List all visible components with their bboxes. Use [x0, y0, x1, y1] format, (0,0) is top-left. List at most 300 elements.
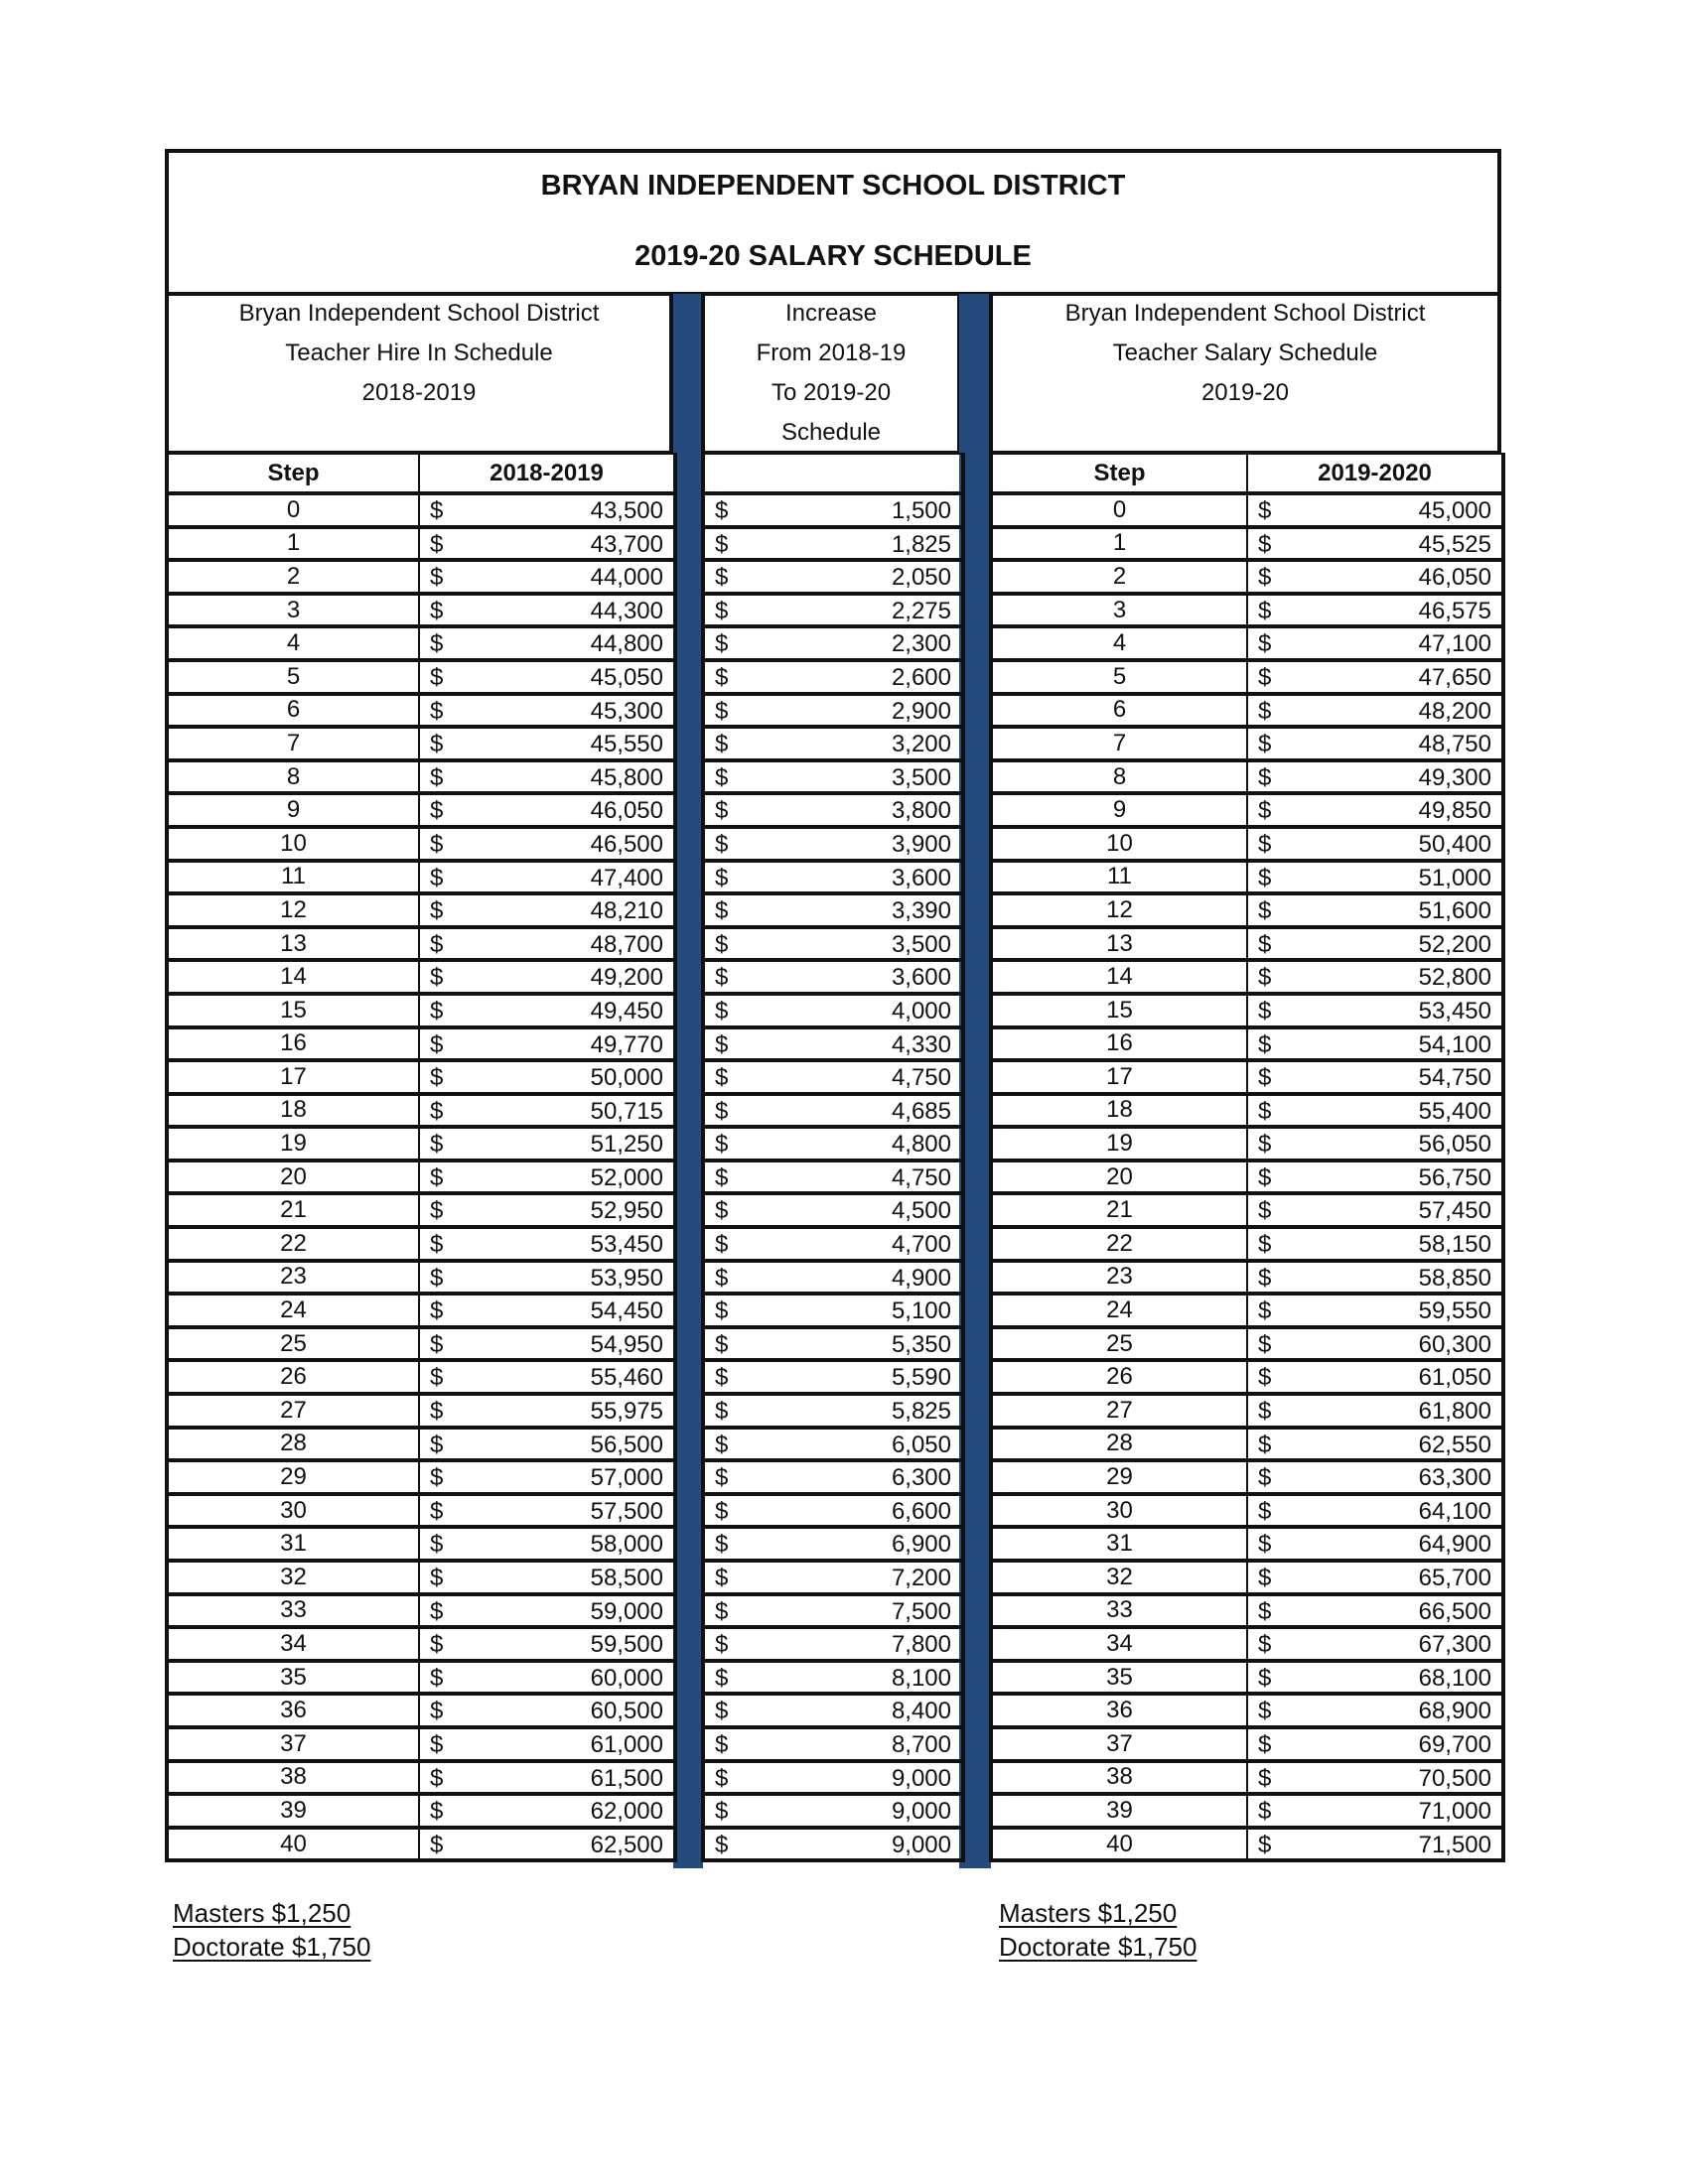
increase-cell [703, 1294, 963, 1327]
currency-symbol: $ [1258, 997, 1272, 1024]
amount: 4,750 [891, 1064, 951, 1092]
salary-2018-cell [419, 1494, 675, 1528]
column-header-step: Step [167, 454, 419, 493]
step-cell: 37 [167, 1727, 419, 1761]
step-cell: 36 [991, 1694, 1247, 1727]
table-row [703, 493, 963, 527]
amount: 58,150 [1418, 1231, 1491, 1259]
footnotes-right [999, 1896, 1196, 1964]
table-row [991, 1428, 1503, 1461]
table-row [167, 793, 675, 827]
salary-2018-cell [419, 994, 675, 1027]
table-row [991, 527, 1503, 561]
table-row [167, 493, 675, 527]
currency-symbol: $ [430, 897, 444, 925]
salary-2019-cell [1247, 927, 1503, 961]
amount: 71,000 [1418, 1798, 1491, 1826]
amount: 3,800 [891, 797, 951, 825]
currency-symbol: $ [430, 1264, 444, 1292]
table-row [167, 1727, 675, 1761]
amount: 68,900 [1418, 1698, 1491, 1725]
step-cell: 3 [991, 594, 1247, 627]
table-row [703, 660, 963, 694]
step-cell: 1 [167, 527, 419, 561]
salary-2019-cell [1247, 1627, 1503, 1661]
currency-symbol: $ [430, 564, 444, 592]
salary-2018-cell [419, 1594, 675, 1628]
currency-symbol: $ [1258, 1597, 1272, 1625]
salary-2018-cell [419, 760, 675, 794]
amount: 50,400 [1418, 830, 1491, 858]
currency-symbol: $ [430, 1631, 444, 1659]
right-heading-line: Teacher Salary Schedule [1112, 340, 1378, 366]
table-row [703, 960, 963, 994]
table-row [167, 927, 675, 961]
salary-2019-cell [1247, 493, 1503, 527]
amount: 55,975 [590, 1398, 663, 1426]
currency-symbol: $ [715, 1565, 729, 1591]
step-cell: 29 [167, 1460, 419, 1494]
increase-cell [703, 994, 963, 1027]
amount: 47,100 [1418, 630, 1491, 658]
amount: 61,050 [1418, 1364, 1491, 1392]
blue-divider-left [673, 294, 703, 1868]
column-header-increase [703, 454, 963, 493]
currency-symbol: $ [715, 497, 729, 524]
table-row [703, 1160, 963, 1194]
amount: 2,600 [891, 663, 951, 691]
table-row [991, 1127, 1503, 1160]
column-header-2018-2019: 2018-2019 [419, 454, 675, 493]
currency-symbol: $ [430, 1297, 444, 1325]
amount: 64,900 [1418, 1531, 1491, 1559]
amount: 3,500 [891, 763, 951, 791]
table-row [991, 1761, 1503, 1795]
amount: 50,715 [590, 1097, 663, 1125]
table-row [703, 1627, 963, 1661]
salary-2018-cell [419, 1727, 675, 1761]
table-row [991, 1460, 1503, 1494]
step-cell: 4 [991, 626, 1247, 660]
table-row [703, 560, 963, 594]
table-row [991, 793, 1503, 827]
amount: 43,700 [590, 530, 663, 558]
table-row [991, 1694, 1503, 1727]
table-row [991, 1828, 1503, 1861]
currency-symbol: $ [1258, 497, 1272, 524]
increase-cell [703, 1094, 963, 1128]
increase-cell [703, 1494, 963, 1528]
step-cell: 7 [991, 727, 1247, 760]
step-cell: 20 [991, 1160, 1247, 1194]
step-cell: 14 [167, 960, 419, 994]
amount: 4,800 [891, 1131, 951, 1159]
currency-symbol: $ [715, 1631, 729, 1659]
salary-2019-cell [1247, 1761, 1503, 1795]
currency-symbol: $ [1258, 530, 1272, 558]
currency-symbol: $ [715, 1531, 729, 1559]
currency-symbol: $ [430, 1030, 444, 1058]
amount: 60,300 [1418, 1330, 1491, 1358]
table-row [703, 861, 963, 894]
currency-symbol: $ [1258, 1664, 1272, 1692]
currency-symbol: $ [715, 930, 729, 958]
table-row [703, 1261, 963, 1295]
schedule-title: 2019-20 SALARY SCHEDULE [634, 240, 1032, 272]
step-cell: 12 [167, 893, 419, 927]
salary-2019-cell [1247, 960, 1503, 994]
currency-symbol: $ [430, 1531, 444, 1559]
salary-2018-cell [419, 527, 675, 561]
currency-symbol: $ [1258, 964, 1272, 992]
currency-symbol: $ [715, 1231, 729, 1259]
amount: 49,850 [1418, 797, 1491, 825]
currency-symbol: $ [715, 964, 729, 992]
amount: 7,500 [891, 1597, 951, 1625]
salary-2018-cell [419, 1027, 675, 1061]
step-cell: 17 [167, 1060, 419, 1094]
increase-cell [703, 1594, 963, 1628]
table-row [167, 1794, 675, 1828]
step-cell: 34 [991, 1627, 1247, 1661]
amount: 58,850 [1418, 1264, 1491, 1292]
table-row [167, 1227, 675, 1261]
step-cell: 32 [991, 1561, 1247, 1594]
increase-cell [703, 1561, 963, 1594]
table-row [167, 994, 675, 1027]
step-cell: 11 [167, 861, 419, 894]
amount: 46,500 [590, 830, 663, 858]
amount: 58,000 [590, 1531, 663, 1559]
step-cell: 35 [991, 1661, 1247, 1695]
increase-cell [703, 1761, 963, 1795]
table-row [991, 1261, 1503, 1295]
table-row [703, 1527, 963, 1561]
currency-symbol: $ [1258, 1097, 1272, 1125]
table-row [703, 893, 963, 927]
step-cell: 7 [167, 727, 419, 760]
currency-symbol: $ [1258, 1264, 1272, 1292]
amount: 57,500 [590, 1497, 663, 1525]
left-section-heading [165, 294, 673, 455]
amount: 49,450 [590, 997, 663, 1024]
table-row [703, 1060, 963, 1094]
table-row [991, 1794, 1503, 1828]
amount: 6,600 [891, 1497, 951, 1525]
amount: 52,950 [590, 1197, 663, 1225]
increase-cell [703, 694, 963, 728]
table-row [703, 1694, 963, 1727]
currency-symbol: $ [430, 1131, 444, 1159]
amount: 4,750 [891, 1163, 951, 1191]
currency-symbol: $ [430, 797, 444, 825]
step-cell: 40 [167, 1828, 419, 1861]
table-row [703, 1561, 963, 1594]
salary-2019-cell [1247, 1394, 1503, 1428]
doctorate-stipend-note: Doctorate $1,750 [173, 1932, 371, 1962]
currency-symbol: $ [430, 597, 444, 624]
salary-2018-cell [419, 1127, 675, 1160]
table-row [167, 1060, 675, 1094]
amount: 54,450 [590, 1297, 663, 1325]
currency-symbol: $ [430, 497, 444, 524]
currency-symbol: $ [430, 1497, 444, 1525]
step-cell: 19 [167, 1127, 419, 1160]
table-row [703, 626, 963, 660]
amount: 3,390 [891, 897, 951, 925]
salary-2019-cell [1247, 1327, 1503, 1361]
currency-symbol: $ [1258, 797, 1272, 825]
amount: 61,500 [590, 1764, 663, 1792]
amount: 62,000 [590, 1798, 663, 1826]
amount: 2,900 [891, 697, 951, 725]
currency-symbol: $ [1258, 830, 1272, 858]
currency-symbol: $ [715, 1064, 729, 1092]
amount: 5,100 [891, 1297, 951, 1325]
salary-2019-cell [1247, 660, 1503, 694]
step-cell: 12 [991, 893, 1247, 927]
increase-cell [703, 827, 963, 861]
currency-symbol: $ [430, 864, 444, 891]
table-row [703, 1494, 963, 1528]
step-cell: 33 [991, 1594, 1247, 1628]
table-row [991, 493, 1503, 527]
currency-symbol: $ [1258, 930, 1272, 958]
right-heading-line: Bryan Independent School District [1064, 300, 1426, 327]
salary-2019-cell [1247, 1193, 1503, 1227]
step-cell: 26 [991, 1360, 1247, 1394]
increase-cell [703, 660, 963, 694]
footnotes-left [173, 1896, 370, 1964]
currency-symbol: $ [715, 1798, 729, 1826]
amount: 48,210 [590, 897, 663, 925]
table-row [167, 1661, 675, 1695]
amount: 4,700 [891, 1231, 951, 1259]
step-cell: 39 [991, 1794, 1247, 1828]
amount: 64,100 [1418, 1497, 1491, 1525]
table-row [991, 1661, 1503, 1695]
step-cell: 14 [991, 960, 1247, 994]
amount: 2,275 [891, 597, 951, 624]
amount: 5,825 [891, 1398, 951, 1426]
salary-2018-cell [419, 1327, 675, 1361]
salary-2018-cell [419, 727, 675, 760]
salary-2018-cell [419, 1394, 675, 1428]
salary-2019-cell [1247, 1661, 1503, 1695]
step-cell: 22 [991, 1227, 1247, 1261]
amount: 54,750 [1418, 1064, 1491, 1092]
salary-2019-cell [1247, 1060, 1503, 1094]
salary-2019-cell [1247, 1594, 1503, 1628]
table-row [167, 1460, 675, 1494]
step-cell: 1 [991, 527, 1247, 561]
step-cell: 24 [991, 1294, 1247, 1327]
amount: 63,300 [1418, 1464, 1491, 1492]
currency-symbol: $ [1258, 1398, 1272, 1426]
amount: 9,000 [891, 1831, 951, 1858]
step-cell: 33 [167, 1594, 419, 1628]
step-cell: 8 [991, 760, 1247, 794]
amount: 1,500 [891, 497, 951, 524]
table-row [167, 560, 675, 594]
right-heading-line: 2019-20 [1200, 379, 1290, 406]
step-cell: 18 [991, 1094, 1247, 1128]
currency-symbol: $ [1258, 1531, 1272, 1559]
table-row [167, 1561, 675, 1594]
amount: 71,500 [1418, 1831, 1491, 1858]
currency-symbol: $ [430, 1565, 444, 1591]
middle-heading-line: To 2019-20 [771, 379, 892, 406]
amount: 53,450 [590, 1231, 663, 1259]
increase-cell [703, 1127, 963, 1160]
salary-2019-cell [1247, 1828, 1503, 1861]
amount: 7,800 [891, 1631, 951, 1659]
increase-cell [703, 626, 963, 660]
step-cell: 13 [167, 927, 419, 961]
currency-symbol: $ [715, 630, 729, 658]
amount: 48,750 [1418, 731, 1491, 758]
step-cell: 16 [167, 1027, 419, 1061]
table-row [991, 1294, 1503, 1327]
table-row [167, 827, 675, 861]
currency-symbol: $ [715, 797, 729, 825]
salary-2018-cell [419, 560, 675, 594]
currency-symbol: $ [1258, 1631, 1272, 1659]
amount: 57,000 [590, 1464, 663, 1492]
amount: 59,000 [590, 1597, 663, 1625]
amount: 61,000 [590, 1730, 663, 1758]
currency-symbol: $ [715, 1330, 729, 1358]
currency-symbol: $ [715, 1497, 729, 1525]
currency-symbol: $ [1258, 1197, 1272, 1225]
currency-symbol: $ [1258, 1497, 1272, 1525]
increase-cell [703, 1828, 963, 1861]
step-cell: 5 [167, 660, 419, 694]
currency-symbol: $ [430, 731, 444, 758]
currency-symbol: $ [715, 597, 729, 624]
increase-cell [703, 1428, 963, 1461]
table-row [167, 1594, 675, 1628]
amount: 49,770 [590, 1030, 663, 1058]
table-row [167, 1160, 675, 1194]
table-row [167, 727, 675, 760]
table-row [991, 1394, 1503, 1428]
step-cell: 15 [991, 994, 1247, 1027]
currency-symbol: $ [430, 663, 444, 691]
amount: 45,550 [590, 731, 663, 758]
increase-cell [703, 1060, 963, 1094]
amount: 68,100 [1418, 1664, 1491, 1692]
currency-symbol: $ [715, 763, 729, 791]
table-row [703, 1394, 963, 1428]
salary-2018-cell [419, 893, 675, 927]
currency-symbol: $ [430, 530, 444, 558]
amount: 51,000 [1418, 864, 1491, 891]
salary-2018-cell [419, 861, 675, 894]
amount: 52,200 [1418, 930, 1491, 958]
currency-symbol: $ [715, 864, 729, 891]
amount: 8,700 [891, 1730, 951, 1758]
step-cell: 29 [991, 1460, 1247, 1494]
step-cell: 28 [991, 1428, 1247, 1461]
increase-cell [703, 1727, 963, 1761]
currency-symbol: $ [430, 1464, 444, 1492]
table-row [167, 1327, 675, 1361]
masters-stipend-note: Masters $1,250 [173, 1898, 352, 1928]
currency-symbol: $ [430, 1231, 444, 1259]
amount: 49,200 [590, 964, 663, 992]
table-row [991, 594, 1503, 627]
currency-symbol: $ [1258, 697, 1272, 725]
amount: 4,900 [891, 1264, 951, 1292]
table-row [703, 1661, 963, 1695]
salary-2019-cell [1247, 560, 1503, 594]
salary-2019-cell [1247, 994, 1503, 1027]
middle-heading-line: Increase [784, 300, 878, 327]
table-row [991, 1360, 1503, 1394]
table-row [703, 1327, 963, 1361]
currency-symbol: $ [430, 763, 444, 791]
increase-table [701, 453, 965, 1862]
currency-symbol: $ [715, 1131, 729, 1159]
step-cell: 35 [167, 1661, 419, 1695]
table-row [991, 1027, 1503, 1061]
currency-symbol: $ [715, 1664, 729, 1692]
increase-cell [703, 493, 963, 527]
amount: 56,050 [1418, 1131, 1491, 1159]
middle-heading-line: Schedule [780, 419, 882, 446]
salary-2019-cell [1247, 1294, 1503, 1327]
step-cell: 0 [167, 493, 419, 527]
table-row [703, 1227, 963, 1261]
step-cell: 10 [167, 827, 419, 861]
step-cell: 0 [991, 493, 1247, 527]
currency-symbol: $ [715, 1398, 729, 1426]
salary-2018-cell [419, 827, 675, 861]
increase-cell [703, 861, 963, 894]
increase-cell [703, 1627, 963, 1661]
step-cell: 2 [167, 560, 419, 594]
middle-heading-line: From 2018-19 [756, 340, 907, 366]
currency-symbol: $ [430, 630, 444, 658]
salary-2018-cell [419, 1460, 675, 1494]
step-cell: 27 [167, 1394, 419, 1428]
salary-2019-cell [1247, 1794, 1503, 1828]
currency-symbol: $ [430, 1730, 444, 1758]
salary-2019-cell [1247, 1460, 1503, 1494]
increase-cell [703, 727, 963, 760]
step-cell: 38 [991, 1761, 1247, 1795]
district-title: BRYAN INDEPENDENT SCHOOL DISTRICT [540, 170, 1126, 202]
column-header-2019-2020: 2019-2020 [1247, 454, 1503, 493]
step-cell: 34 [167, 1627, 419, 1661]
currency-symbol: $ [430, 830, 444, 858]
table-row [167, 1428, 675, 1461]
currency-symbol: $ [1258, 763, 1272, 791]
currency-symbol: $ [430, 1798, 444, 1826]
amount: 45,300 [590, 697, 663, 725]
table-row [703, 1828, 963, 1861]
amount: 47,650 [1418, 663, 1491, 691]
table-row [167, 1127, 675, 1160]
currency-symbol: $ [1258, 1764, 1272, 1792]
step-cell: 31 [167, 1527, 419, 1561]
amount: 59,550 [1418, 1297, 1491, 1325]
amount: 56,500 [590, 1431, 663, 1458]
salary-2019-cell [1247, 626, 1503, 660]
left-heading-line: 2018-2019 [361, 379, 477, 406]
table-row [167, 1294, 675, 1327]
